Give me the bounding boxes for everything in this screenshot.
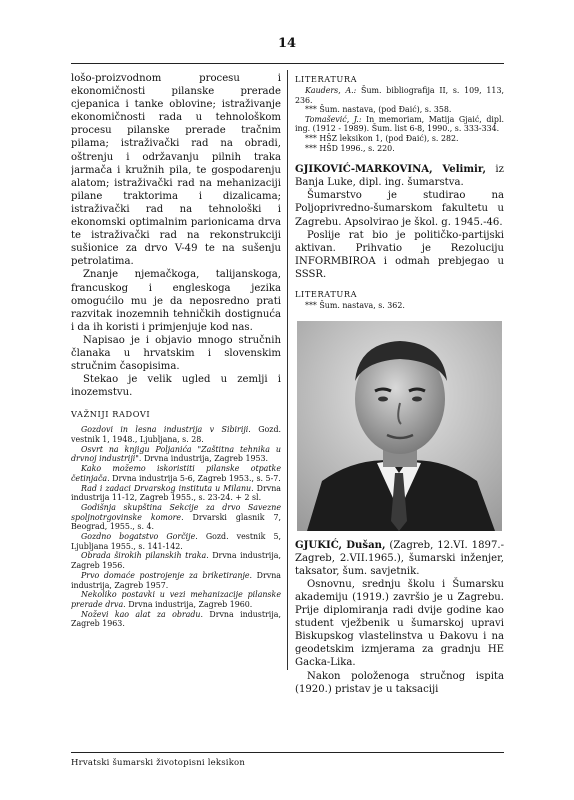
work-item	[71, 571, 281, 590]
work-item	[71, 484, 281, 503]
literature-item	[295, 105, 504, 115]
work-item	[71, 425, 281, 444]
literature-item	[295, 134, 504, 144]
work-source: Drvna industrija, Zagreb 1957.	[71, 570, 281, 590]
literature-item	[295, 86, 504, 105]
paragraph-reputation: Stekao je velik ugled u zemlji i inozemstvu.	[71, 374, 281, 399]
work-title: Gozdno bogatstvo Gorčije.	[81, 532, 198, 542]
work-title: Prvo domaće postrojenje za briketiranje.	[81, 570, 253, 580]
literature-source: Šum. bibliografija II, s. 109, 113, 236.	[295, 86, 504, 105]
work-title: Noževi kao alat za obradu.	[81, 609, 204, 619]
literature-item	[295, 115, 504, 134]
literature-source: In memoriam, Matija Gjaić, dipl. ing. (1912 - 1989). Šum. list 6-8, 1990., s. 333-334.	[295, 114, 504, 134]
literature-item	[295, 301, 504, 311]
literature-author: Tomašević, J.:	[305, 114, 362, 124]
work-source: Drvna industrija, Zagreb 1960.	[125, 600, 253, 609]
work-item	[71, 532, 281, 551]
work-source: Drvarski glasnik 7, Beograd, 1955., s. 4.	[71, 512, 281, 532]
work-source: Gozd. vestnik 1, 1948., Ljubljana, s. 28.	[71, 425, 281, 445]
literature-list	[295, 301, 504, 311]
work-item	[71, 464, 281, 483]
right-column	[295, 72, 504, 747]
entry-gjukic-header	[295, 539, 504, 578]
paragraph-articles: Napisao je i objavio mnogo stručnih članaka u hrvatskim i slovenskim stručnim časopisima.	[71, 334, 281, 373]
work-title: Kako možemo iskoristiti pilanske otpatke četinjača.	[71, 464, 281, 483]
top-rule	[71, 63, 504, 64]
work-title: Godišnja skupština Sekcije za drvo Savezne spoljnotrgovinske komore.	[71, 502, 281, 522]
works-heading: VAŽNIJI RADOVI	[71, 409, 151, 420]
work-source: Drvna industrija, Zagreb 1963.	[71, 609, 281, 629]
literature-list	[295, 86, 504, 153]
work-source: Gozd. vestnik 5, Ljubljana 1955., s. 141-142.	[71, 532, 281, 551]
work-source: Drvna industrija 5-6, Zagreb 1953., s. 5-7.	[109, 473, 281, 483]
paragraph-research: lošo-proizvodnom procesu i ekonomičnosti pilanske prerade cjepanica i tanke oblovine; istraživanje ekonomičnosti rada u tehnološkom procesu pilanske prerade tračnim pilama; istraživački rad na obradi, oštrenju i održavanju pilnih traka jarmača i kružnih pila, te gospodarenju alatom; istraživački rad na mehanizaciji pilane traktorima i dizalicama; istraživački rad na tehnološki i ekonomski optimalnim parionicama drva te istraživački rad na rekonstrukciji sušionice za drvo V-49 te na sušenju petrolatima.	[71, 73, 281, 268]
entry-gjukic-education: Osnovnu, srednju školu i Šumarsku akademiju (1919.) završio je u Zagrebu. Prije diplomiranja radi dvije godine kao student vježbenik u šumarskoj upravi Biskupskog vlastelinstva u Đakovu i na geodetskim izmjerama za gradnju HE Gacka-Lika.	[295, 578, 504, 669]
entry-intro: iz Banja Luke, dipl. ing. šumarstva.	[295, 164, 504, 189]
literature-heading: LITERATURA	[295, 74, 358, 84]
work-title: Gozdovi in lesna industrija v Sibiriji.	[81, 425, 251, 435]
entry-name: GJIKOVIĆ-MARKOVINA, Velimir,	[295, 164, 486, 176]
left-column	[71, 72, 281, 747]
work-item	[71, 551, 281, 570]
entry-gjikovic-header	[295, 163, 504, 189]
column-divider	[287, 70, 288, 670]
literature-author: Kauders, A.:	[305, 86, 357, 95]
work-source: Drvna industrija, Zagreb 1956.	[71, 551, 281, 571]
work-title: Nekoliko postavki u vezi mehanizacije pilanske prerade drva.	[71, 590, 281, 609]
literature-heading: LITERATURA	[295, 289, 358, 299]
work-title: Osvrt na knjigu Poljanića "Zaštitna tehnika u drvnoj industriji".	[71, 444, 281, 464]
work-source: Drvna industrija, Zagreb 1953.	[141, 454, 269, 464]
literature-item	[295, 144, 504, 154]
work-title: Obrada širokih pilanskih traka.	[81, 551, 209, 561]
paragraph-languages: Znanje njemačkoga, talijanskoga, francuskog i engleskoga jezika omogućilo mu je da neposredno prati razvitak inozemnih tehničkih dostignuća i da ih koristi i primjenjuje kod nas.	[71, 269, 281, 333]
bottom-rule	[71, 752, 504, 753]
entry-name: GJUKIĆ, Dušan,	[295, 539, 386, 551]
literature-source: *** HŠZ leksikon 1, (pod Đaić), s. 282.	[305, 133, 459, 143]
work-source: Drvna industrija 11-12, Zagreb 1955., s. 23-24. + 2 sl.	[71, 483, 281, 503]
entry-gjikovic-studies: Šumarstvo je studirao na Poljoprivredno-šumarskom fakultetu u Zagrebu. Apsolvirao je škol. g. 1945.-46.	[295, 190, 504, 228]
portrait-image	[297, 321, 502, 531]
work-title: Rad i zadaci Drvarskog instituta u Milanu.	[81, 483, 254, 493]
literature-source: *** HŠD 1996., s. 220.	[305, 143, 395, 153]
literature-source: *** Šum. nastava, s. 362.	[305, 301, 405, 310]
work-item	[71, 503, 281, 532]
portrait-photo	[297, 321, 502, 531]
entry-intro: (Zagreb, 12.VI. 1897.- Zagreb, 2.VII.1965.), šumarski inženjer, taksator, šum. savjetnik.	[295, 539, 504, 577]
work-item	[71, 445, 281, 464]
entry-gjukic-career: Nakon položenoga stručnog ispita (1920.) pristav je u taksaciji	[295, 670, 504, 695]
works-list	[71, 425, 281, 629]
work-item	[71, 610, 281, 629]
literature-source: *** Šum. nastava, (pod Đaić), s. 358.	[305, 105, 452, 115]
entry-gjikovic-politics: Poslije rat bio je političko-partijski aktivan. Prihvatio je Rezoluciju INFORMBIROA i odmah prebjegao u SSSR.	[295, 229, 504, 280]
page-number: 14	[277, 36, 297, 51]
work-item	[71, 590, 281, 609]
footer-title: Hrvatski šumarski životopisni leksikon	[71, 758, 246, 768]
